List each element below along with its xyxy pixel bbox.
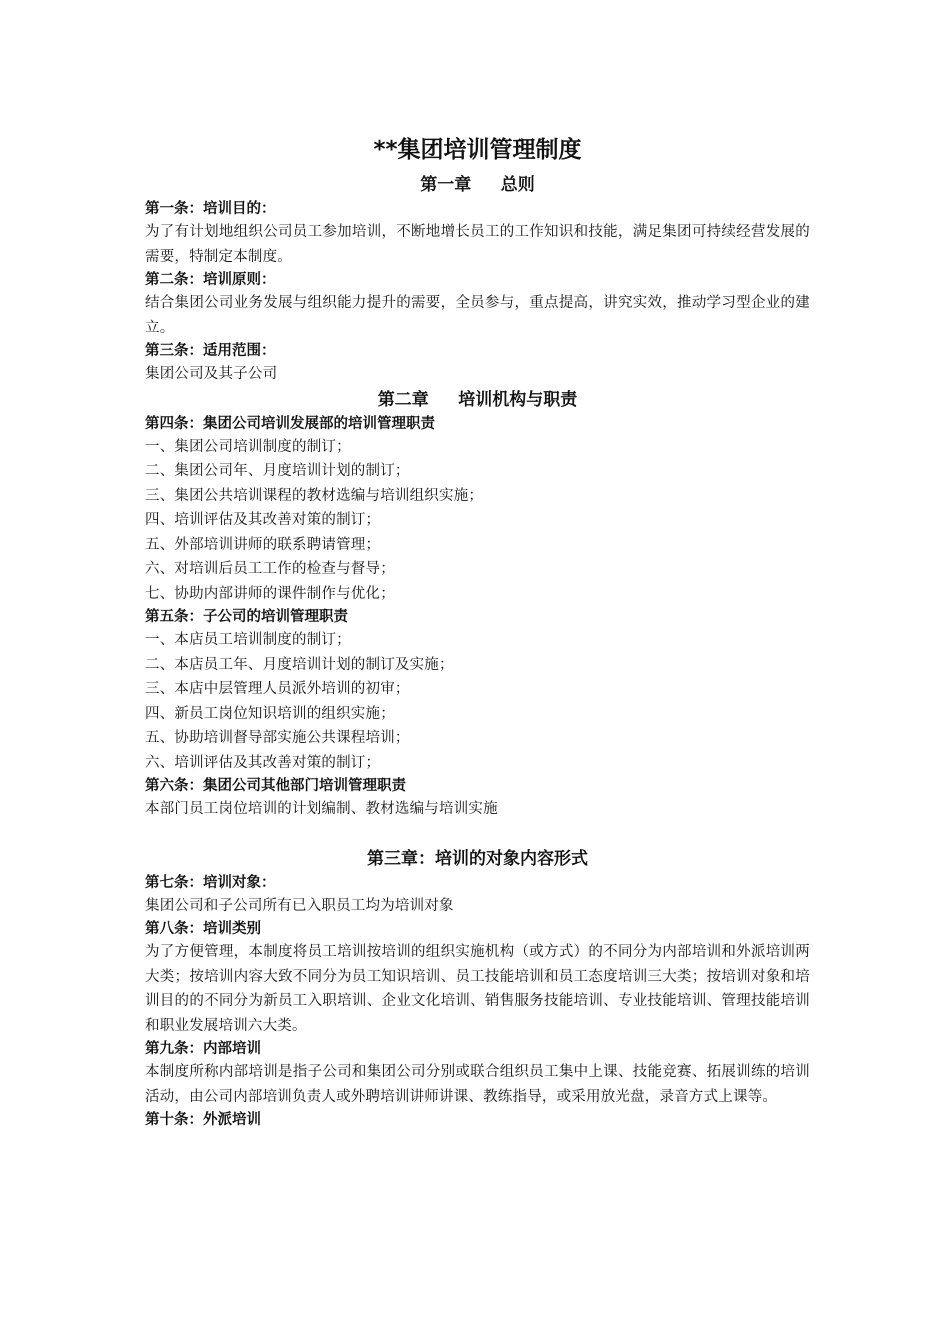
article-8-text: 为了方便管理，本制度将员工培训按培训的组织实施机构（或方式）的不同分为内部培训和外派培训两大类；按培训内容大致不同分为员工知识培训、员工技能培训和员工态度培训三大类；按培训对象和培训目的的不同分为新员工入职培训、企业文化培训、销售服务技能培训、专业技能培训、管理技能培训和职业发展培训六大类。 — [145, 944, 810, 1034]
article-3-text: 集团公司及其子公司 — [145, 366, 278, 382]
article-3-title: 第三条：适用范围： — [145, 343, 276, 359]
list-item: 六、培训评估及其改善对策的制订； — [145, 754, 381, 771]
article-9-title: 第九条：内部培训 — [145, 1041, 261, 1057]
article-6-title: 第六条：集团公司其他部门培训管理职责 — [145, 778, 406, 794]
article-1-text: 为了有计划地组织公司员工参加培训，不断地增长员工的工作知识和技能，满足集团可持续经营发展的需要，特制定本制度。 — [145, 224, 810, 265]
chapter-3-heading: 第三章：培训的对象内容形式 — [367, 848, 588, 869]
article-4-title: 第四条：集团公司培训发展部的培训管理职责 — [145, 415, 435, 432]
article-5-title: 第五条：子公司的培训管理职责 — [145, 609, 348, 625]
list-item: 五、协助培训督导部实施公共课程培训； — [145, 730, 410, 746]
article-8-title: 第八条：培训类别 — [145, 921, 261, 937]
list-item: 一、本店员工培训制度的制订； — [145, 632, 351, 648]
list-item: 二、本店员工年、月度培训计划的制订及实施； — [145, 656, 454, 673]
list-item: 二、集团公司年、月度培训计划的制订； — [145, 463, 410, 479]
document-title: **集团培训管理制度 — [373, 137, 582, 163]
article-2-text: 结合集团公司业务发展与组织能力提升的需要，全员参与，重点提高，讲究实效，推动学习型企业的建立。 — [145, 295, 810, 336]
list-item: 五、外部培训讲师的联系聘请管理； — [145, 536, 381, 553]
article-7-title: 第七条：培训对象： — [145, 874, 276, 891]
list-item: 六、对培训后员工工作的检查与督导； — [145, 561, 395, 577]
list-item: 三、集团公共培训课程的教材选编与培训组织实施； — [145, 487, 484, 504]
article-1-title: 第一条：培训目的： — [145, 201, 276, 217]
article-7-text: 集团公司和子公司所有已入职员工均为培训对象 — [145, 897, 454, 914]
article-9-text: 本制度所称内部培训是指子公司和集团公司分别或联合组织员工集中上课、技能竞赛、拓展训练的培训活动，由公司内部培训负责人或外聘培训讲师讲课、教练指导，或采用放光盘，录音方式上课等。 — [145, 1064, 810, 1105]
chapter-2-heading: 第二章 培训机构与职责 — [377, 389, 578, 410]
document-page — [145, 134, 810, 1131]
article-10-title: 第十条：外派培训 — [145, 1112, 261, 1128]
list-item: 一、集团公司培训制度的制订； — [145, 438, 351, 455]
list-item: 四、新员工岗位知识培训的组织实施； — [145, 705, 395, 722]
list-item: 四、培训评估及其改善对策的制订； — [145, 512, 381, 528]
list-item: 七、协助内部讲师的课件制作与优化； — [145, 585, 395, 602]
chapter-1-heading: 第一章 总则 — [420, 175, 535, 195]
article-2-title: 第二条：培训原则： — [145, 272, 276, 288]
article-6-text: 本部门员工岗位培训的计划编制、教材选编与培训实施 — [145, 801, 498, 817]
list-item: 三、本店中层管理人员派外培训的初审； — [145, 681, 410, 697]
